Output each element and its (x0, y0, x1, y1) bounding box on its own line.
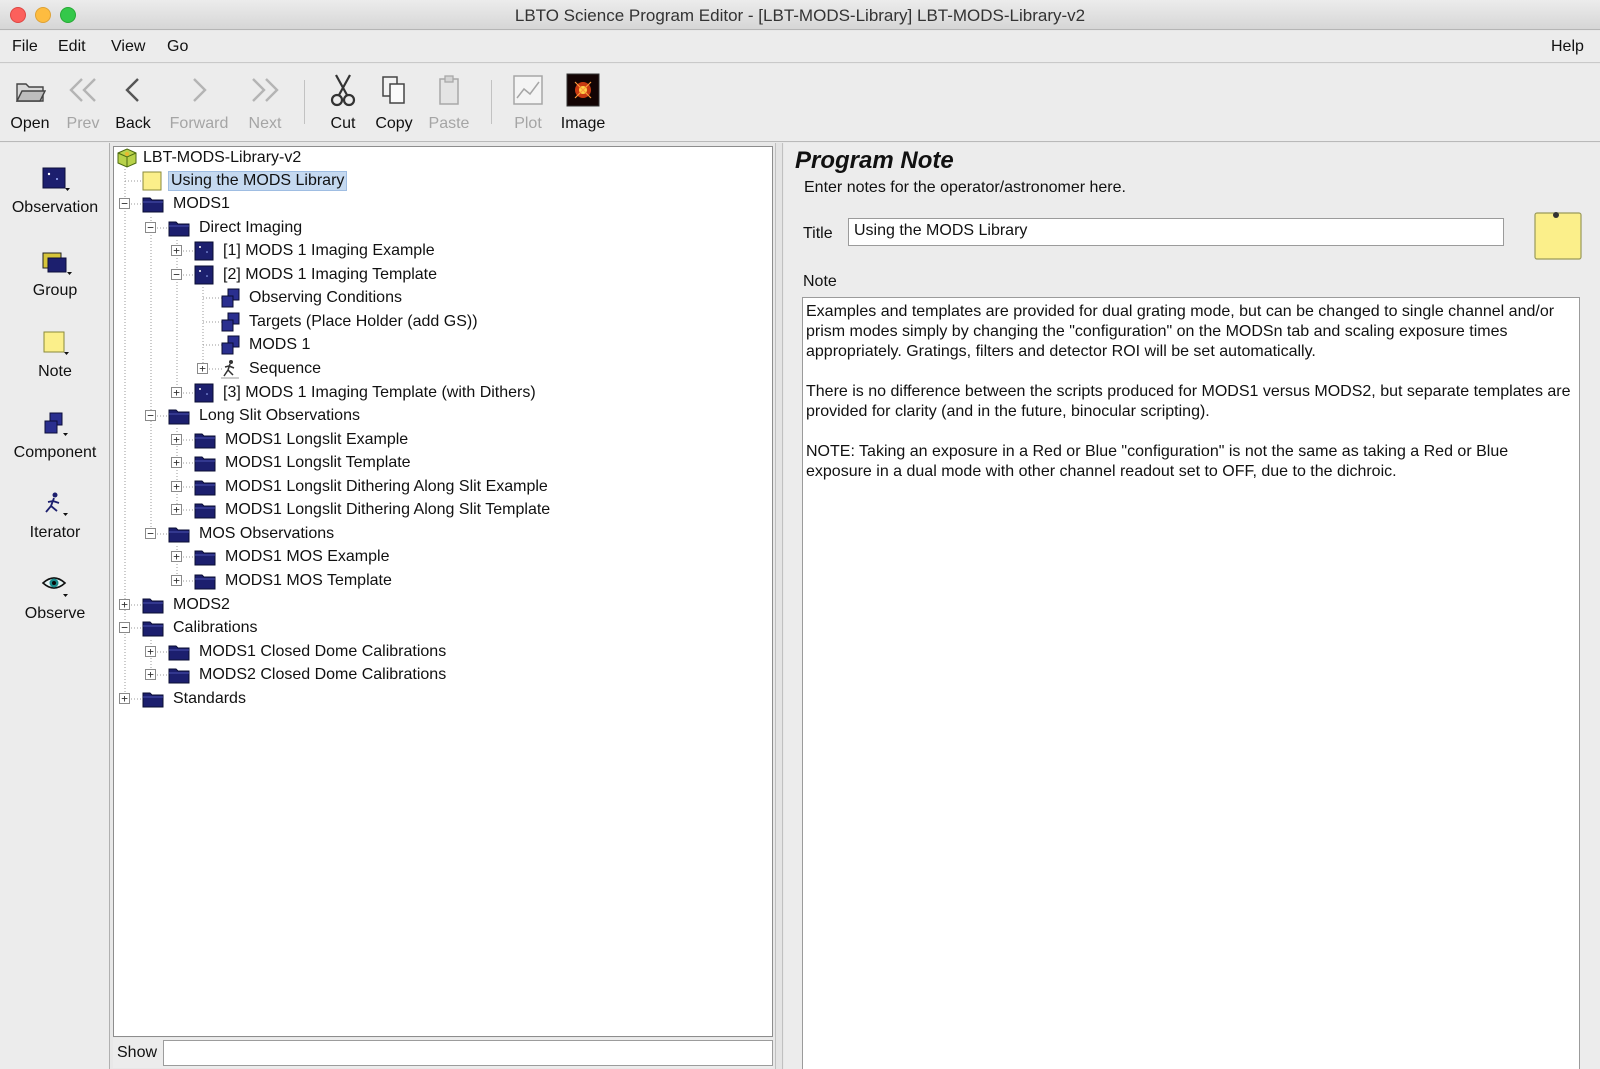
tree-node-imaging-template-dithers[interactable]: [3] MODS 1 Imaging Template (with Dithers) (194, 382, 539, 404)
folder-icon (194, 572, 216, 590)
expand-toggle[interactable]: + (171, 387, 182, 398)
tree-node-mods1[interactable]: MODS1 (142, 193, 233, 215)
menu-go[interactable]: Go (167, 38, 189, 55)
program-tree (113, 146, 773, 1037)
copy-button[interactable]: Copy (372, 72, 416, 136)
folder-icon (194, 454, 216, 472)
title-bar (0, 0, 1600, 30)
expand-toggle[interactable]: + (145, 669, 156, 680)
clipboard-icon (437, 74, 461, 106)
group-icon (36, 248, 74, 278)
expand-toggle[interactable]: + (171, 551, 182, 562)
note-icon (142, 171, 162, 191)
folder-icon (194, 431, 216, 449)
double-chevron-left-icon (66, 77, 100, 103)
toolbar-separator (491, 80, 492, 124)
tree-node-longslit-template[interactable]: MODS1 Longslit Template (194, 452, 414, 474)
folder-icon (168, 643, 190, 661)
folder-icon (168, 525, 190, 543)
chevron-right-icon (188, 77, 210, 103)
expand-toggle[interactable]: + (119, 693, 130, 704)
collapse-toggle[interactable]: − (119, 622, 130, 633)
observation-icon (194, 265, 214, 285)
cut-button[interactable]: Cut (322, 72, 364, 136)
folder-icon (194, 478, 216, 496)
observation-icon (194, 241, 214, 261)
collapse-toggle[interactable]: − (145, 410, 156, 421)
tree-node-mods2[interactable]: MODS2 (142, 594, 233, 616)
copy-icon (380, 74, 408, 106)
tree-node-root[interactable]: LBT-MODS-Library-v2 (116, 147, 304, 169)
program-cube-icon (116, 148, 138, 168)
editor-subtitle: Enter notes for the operator/astronomer here. (804, 179, 1126, 196)
expand-toggle[interactable]: + (171, 481, 182, 492)
folder-icon (194, 501, 216, 519)
tree-node-targets[interactable]: Targets (Place Holder (add GS)) (220, 311, 481, 333)
show-filter-input[interactable] (163, 1040, 773, 1066)
component-icon (220, 288, 240, 308)
image-button[interactable]: Image (558, 72, 608, 136)
scissors-icon (329, 73, 357, 107)
expand-toggle[interactable]: + (119, 599, 130, 610)
folder-icon (168, 666, 190, 684)
tree-node-mos-observations[interactable]: MOS Observations (168, 523, 337, 545)
show-filter-bar (113, 1038, 773, 1068)
tree-node-sequence[interactable]: Sequence (220, 358, 324, 380)
paste-button[interactable]: Paste (426, 72, 472, 136)
component-icon (36, 410, 74, 440)
open-folder-icon (14, 76, 46, 104)
collapse-toggle[interactable]: − (119, 198, 130, 209)
add-iterator-button[interactable]: Iterator (0, 488, 110, 542)
node-palette (0, 143, 110, 1069)
add-group-button[interactable]: Group (0, 246, 110, 300)
note-icon (36, 329, 74, 359)
tree-node-imaging-example[interactable]: [1] MODS 1 Imaging Example (194, 240, 438, 262)
component-icon (220, 335, 240, 355)
next-button[interactable]: Next (242, 72, 288, 136)
note-large-icon (1532, 210, 1584, 262)
note-label: Note (803, 273, 837, 290)
plot-icon (512, 74, 544, 106)
note-editor (784, 143, 1600, 1069)
folder-icon (142, 690, 164, 708)
menu-file[interactable]: File (12, 38, 38, 55)
tree-node-standards[interactable]: Standards (142, 688, 249, 710)
component-icon (220, 312, 240, 332)
note-paragraph: Examples and templates are provided for dual grating mode, but can be changed to single channel and/or prism modes simply by changing the "configuration" on the MODSn tab and scaling exposure times appropriately. Gratings, filters and detector ROI will be set automatically. (806, 303, 1555, 360)
folder-icon (142, 195, 164, 213)
panel-splitter[interactable] (775, 143, 783, 1069)
collapse-toggle[interactable]: − (171, 269, 182, 280)
tree-node-observing-conditions[interactable]: Observing Conditions (220, 287, 405, 309)
tree-node-note[interactable]: Using the MODS Library (142, 170, 347, 192)
folder-icon (194, 548, 216, 566)
add-component-button[interactable]: Component (0, 408, 110, 462)
expand-toggle[interactable]: + (145, 646, 156, 657)
add-note-button[interactable]: Note (0, 327, 110, 381)
menu-help[interactable]: Help (1551, 38, 1584, 55)
title-label: Title (803, 225, 833, 242)
prev-button[interactable]: Prev (62, 72, 104, 136)
tree-node-calibrations[interactable]: Calibrations (142, 617, 260, 639)
folder-icon (168, 219, 190, 237)
plot-button[interactable]: Plot (510, 72, 546, 136)
tree-node-mos-template[interactable]: MODS1 MOS Template (194, 570, 395, 592)
tree-node-mods2-calibrations[interactable]: MODS2 Closed Dome Calibrations (168, 664, 449, 686)
tree-node-mods1-component[interactable]: MODS 1 (220, 334, 313, 356)
tree-node-mods1-calibrations[interactable]: MODS1 Closed Dome Calibrations (168, 641, 449, 663)
observation-icon (36, 165, 74, 195)
folder-icon (142, 596, 164, 614)
expand-toggle[interactable]: + (171, 457, 182, 468)
back-button[interactable]: Back (111, 72, 155, 136)
toolbar-separator (304, 80, 305, 124)
collapse-toggle[interactable]: − (145, 528, 156, 539)
expand-toggle[interactable]: + (171, 434, 182, 445)
add-observe-button[interactable]: Observe (0, 569, 110, 623)
eye-icon (36, 571, 74, 601)
toolbar (0, 64, 1600, 142)
tree-node-longslit-dither-example[interactable]: MODS1 Longslit Dithering Along Slit Example (194, 476, 551, 498)
tree-node-long-slit[interactable]: Long Slit Observations (168, 405, 363, 427)
collapse-toggle[interactable]: − (145, 222, 156, 233)
chevron-left-icon (122, 77, 144, 103)
galaxy-image-icon (566, 73, 600, 107)
open-button[interactable]: Open (6, 72, 54, 136)
expand-toggle[interactable]: + (171, 575, 182, 586)
expand-toggle[interactable]: + (171, 245, 182, 256)
show-label: Show (117, 1044, 158, 1061)
tree-node-mos-example[interactable]: MODS1 MOS Example (194, 546, 392, 568)
folder-icon (168, 407, 190, 425)
tree-node-direct-imaging[interactable]: Direct Imaging (168, 217, 305, 239)
expand-toggle[interactable]: + (197, 363, 208, 374)
iterator-runner-icon (36, 490, 74, 520)
expand-toggle[interactable]: + (171, 504, 182, 515)
tree-node-longslit-example[interactable]: MODS1 Longslit Example (194, 429, 411, 451)
page-title: Program Note (795, 147, 954, 174)
double-chevron-right-icon (248, 77, 282, 103)
tree-node-imaging-template[interactable]: [2] MODS 1 Imaging Template (194, 264, 440, 286)
forward-button[interactable]: Forward (165, 72, 233, 136)
title-field[interactable]: Using the MODS Library (848, 218, 1504, 246)
iterator-runner-icon (220, 359, 240, 379)
folder-icon (142, 619, 164, 637)
menu-bar (0, 31, 1600, 63)
note-paragraph: NOTE: Taking an exposure in a Red or Blue "configuration" is not the same as taking a Red or Blue exposure in a dual mode with other channel readout set to OFF, due to the dichroic. (806, 443, 1509, 480)
note-textarea[interactable] (802, 297, 1580, 1069)
tree-node-longslit-dither-template[interactable]: MODS1 Longslit Dithering Along Slit Template (194, 499, 553, 521)
note-paragraph: There is no difference between the scripts produced for MODS1 versus MODS2, but separate templates are provided for clarity (and in the future, binocular scripting). (806, 383, 1571, 420)
window-title: LBTO Science Program Editor - [LBT-MODS-Library] LBT-MODS-Library-v2 (514, 6, 1086, 25)
menu-edit[interactable]: Edit (58, 38, 86, 55)
add-observation-button[interactable]: Observation (0, 163, 110, 217)
observation-icon (194, 383, 214, 403)
menu-view[interactable]: View (111, 38, 146, 55)
